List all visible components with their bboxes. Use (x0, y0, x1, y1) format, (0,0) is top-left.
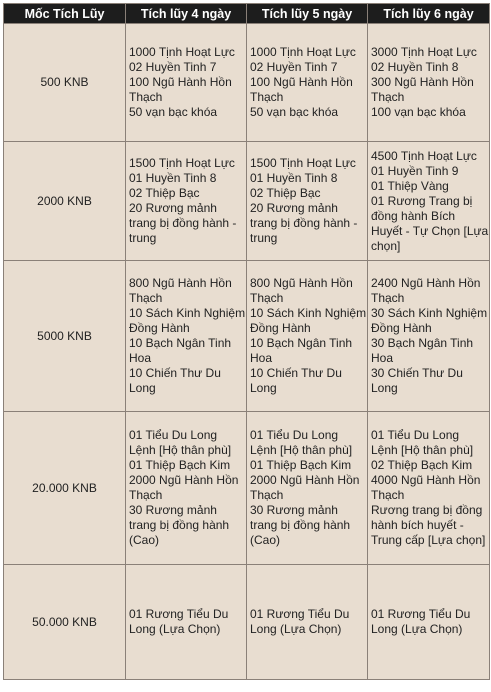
table-row (4, 261, 490, 412)
reward-item: 01 Thiệp Bạch Kim (129, 458, 231, 472)
reward-cell (368, 24, 490, 142)
header-milestone: Mốc Tích Lũy (4, 4, 126, 24)
reward-table (3, 3, 490, 680)
reward-item: 20 Rương mảnh trang bị đồng hành - trung (250, 201, 358, 245)
milestone-cell: 20.000 KNB (4, 412, 126, 565)
reward-cell (247, 142, 368, 261)
reward-item: 100 Ngũ Hành Hồn Thạch (129, 75, 232, 104)
reward-item: 02 Huyền Tinh 8 (371, 60, 459, 74)
milestone-cell: 2000 KNB (4, 142, 126, 261)
reward-item: 10 Chiến Thư Du Long (250, 366, 342, 395)
reward-cell (368, 261, 490, 412)
milestone-cell: 5000 KNB (4, 261, 126, 412)
reward-item: 30 Rương mảnh trang bị đồng hành (Cao) (129, 503, 230, 547)
reward-item: 2400 Ngũ Hành Hồn Thạch (371, 276, 481, 305)
header-day-4: Tích lũy 4 ngày (126, 4, 247, 24)
reward-item: 02 Huyền Tinh 7 (129, 60, 217, 74)
reward-item: 02 Huyền Tinh 7 (250, 60, 338, 74)
reward-item: 30 Sách Kinh Nghiệm Đồng Hành (371, 306, 488, 335)
reward-item: 01 Rương Trang bị đồng hành Bích Huyết - Tự Chọn [Lựa chọn] (371, 193, 489, 253)
reward-cell (247, 24, 368, 142)
reward-item: 30 Chiến Thư Du Long (371, 366, 463, 395)
reward-item: 800 Ngũ Hành Hồn Thạch (129, 276, 232, 305)
reward-item: 01 Tiểu Du Long Lệnh [Hộ thân phù] (250, 428, 353, 457)
header-day-5: Tích lũy 5 ngày (247, 4, 368, 24)
reward-item: 01 Huyền Tinh 9 (371, 163, 459, 178)
reward-item: 10 Sách Kinh Nghiệm Đồng Hành (129, 306, 246, 335)
reward-cell (368, 412, 490, 565)
table-row (4, 412, 490, 565)
reward-cell (247, 412, 368, 565)
reward-item: 01 Tiểu Du Long Lệnh [Hộ thân phù] (129, 428, 232, 457)
reward-cell (126, 142, 247, 261)
reward-cell (126, 412, 247, 565)
reward-item: 1500 Tịnh Hoạt Lực (250, 156, 356, 170)
reward-cell (126, 261, 247, 412)
reward-item: 50 vạn bạc khóa (129, 105, 218, 119)
reward-item: 02 Thiệp Bạch Kim (371, 458, 473, 472)
reward-cell (368, 142, 490, 261)
reward-item: 10 Bạch Ngân Tinh Hoa (250, 336, 353, 365)
reward-cell (126, 565, 247, 680)
reward-item: 01 Rương Tiểu Du Long (Lựa Chọn) (371, 607, 471, 636)
reward-item: 10 Bạch Ngân Tinh Hoa (129, 336, 232, 365)
header-row (4, 4, 490, 24)
reward-item: 2000 Ngũ Hành Hồn Thạch (250, 473, 360, 502)
reward-item: 01 Rương Tiểu Du Long (Lựa Chọn) (250, 607, 350, 636)
reward-item: 02 Thiệp Bạc (250, 186, 321, 200)
reward-item: 1000 Tịnh Hoạt Lực (129, 45, 235, 59)
reward-item: 02 Thiệp Bạc (129, 186, 200, 200)
reward-cell (247, 565, 368, 680)
reward-item: 01 Huyền Tinh 8 (129, 171, 217, 185)
milestone-cell: 500 KNB (4, 24, 126, 142)
header-day-6: Tích lũy 6 ngày (368, 4, 490, 24)
reward-item: 2000 Ngũ Hành Hồn Thạch (129, 473, 239, 502)
reward-item: 300 Ngũ Hành Hồn Thạch (371, 75, 474, 104)
reward-item: 4000 Ngũ Hành Hồn Thạch (371, 473, 481, 502)
reward-item: 01 Thiệp Vàng (371, 178, 449, 193)
reward-item: 01 Rương Tiểu Du Long (Lựa Chọn) (129, 607, 229, 636)
milestone-cell: 50.000 KNB (4, 565, 126, 680)
reward-cell (368, 565, 490, 680)
reward-item: 20 Rương mảnh trang bị đồng hành - trung (129, 201, 237, 245)
table-row (4, 24, 490, 142)
reward-cell (247, 261, 368, 412)
table-row (4, 142, 490, 261)
reward-item: 1500 Tịnh Hoạt Lực (129, 156, 235, 170)
reward-cell (126, 24, 247, 142)
reward-item: Rương trang bị đồng hành bích huyết - Trung cấp [Lựa chọn] (371, 503, 486, 547)
reward-item: 100 vạn bạc khóa (371, 105, 466, 119)
reward-item: 1000 Tịnh Hoạt Lực (250, 45, 356, 59)
reward-item: 01 Tiểu Du Long Lệnh [Hộ thân phù] (371, 428, 474, 457)
reward-item: 10 Sách Kinh Nghiệm Đồng Hành (250, 306, 367, 335)
reward-item: 01 Huyền Tinh 8 (250, 171, 338, 185)
reward-item: 30 Bạch Ngân Tinh Hoa (371, 336, 474, 365)
reward-item: 100 Ngũ Hành Hồn Thạch (250, 75, 353, 104)
reward-item: 50 vạn bạc khóa (250, 105, 339, 119)
reward-item: 30 Rương mảnh trang bị đồng hành (Cao) (250, 503, 351, 547)
table-row (4, 565, 490, 680)
reward-item: 4500 Tịnh Hoạt Lực (371, 148, 477, 163)
reward-item: 10 Chiến Thư Du Long (129, 366, 221, 395)
reward-item: 800 Ngũ Hành Hồn Thạch (250, 276, 353, 305)
reward-item: 3000 Tịnh Hoạt Lực (371, 45, 477, 59)
reward-item: 01 Thiệp Bạch Kim (250, 458, 352, 472)
